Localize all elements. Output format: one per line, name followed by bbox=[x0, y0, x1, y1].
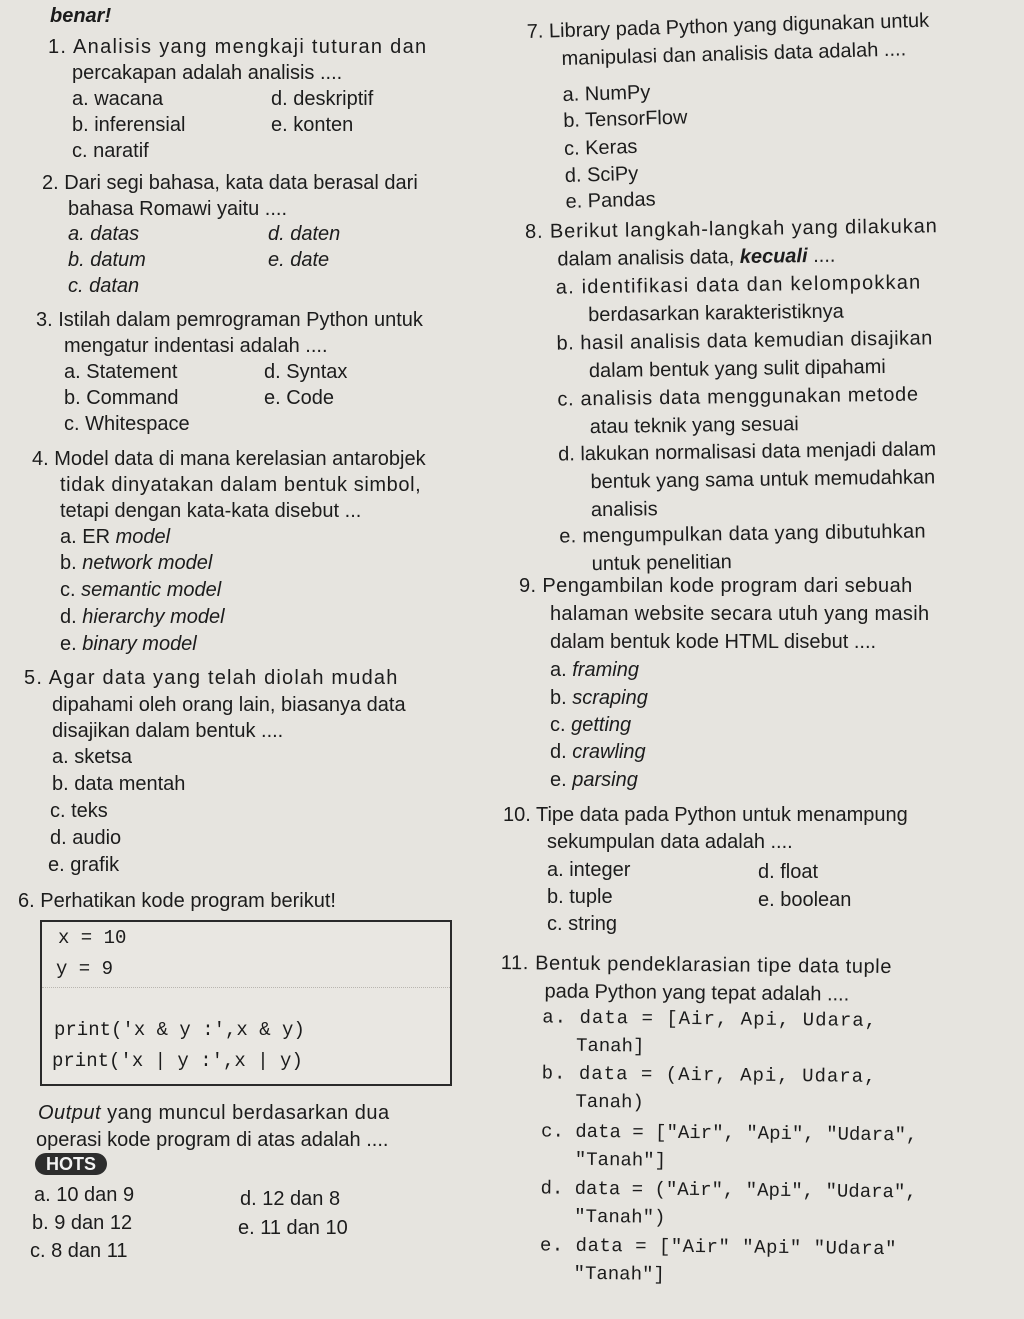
hots-badge: HOTS bbox=[35, 1153, 107, 1175]
q11-option-e-line2[interactable]: "Tanah"] bbox=[573, 1262, 665, 1286]
q5-stem-line3: disajikan dalam bentuk .... bbox=[52, 720, 284, 742]
q11-option-b-line1[interactable]: b. data = (Air, Api, Udara, bbox=[541, 1062, 877, 1088]
q8-option-c-line1[interactable]: c. analisis data menggunakan metode bbox=[557, 383, 919, 411]
q6-after-line1: Output yang muncul berdasarkan dua bbox=[38, 1102, 390, 1124]
q2-option-d[interactable]: d. daten bbox=[268, 223, 341, 245]
q1-stem-line2: percakapan adalah analisis .... bbox=[72, 62, 343, 84]
q11-option-c-line1[interactable]: c. data = ["Air", "Api", "Udara", bbox=[540, 1120, 918, 1147]
q2-option-c[interactable]: c. datan bbox=[68, 275, 140, 297]
q10-stem-line1: 10. Tipe data pada Python untuk menampung bbox=[503, 804, 908, 826]
q6-option-c[interactable]: c. 8 dan 11 bbox=[30, 1240, 128, 1262]
q4-option-d[interactable]: d. hierarchy model bbox=[60, 606, 225, 628]
q6-after-line2: operasi kode program di atas adalah .... bbox=[36, 1129, 389, 1151]
q10-stem-line2: sekumpulan data adalah .... bbox=[547, 831, 793, 853]
q1-option-b[interactable]: b. inferensial bbox=[72, 114, 186, 136]
q6-option-e[interactable]: e. 11 dan 10 bbox=[238, 1217, 348, 1239]
q9-option-d[interactable]: d. crawling bbox=[550, 741, 646, 763]
q9-option-b[interactable]: b. scraping bbox=[550, 687, 648, 709]
q4-option-c[interactable]: c. semantic model bbox=[60, 579, 222, 601]
q6-option-d[interactable]: d. 12 dan 8 bbox=[240, 1188, 341, 1210]
q8-option-a-line2[interactable]: berdasarkan karakteristiknya bbox=[588, 300, 845, 327]
q11-option-a-line1[interactable]: a. data = [Air, Api, Udara, bbox=[542, 1006, 878, 1032]
q11-option-a-line2[interactable]: Tanah] bbox=[575, 1034, 645, 1058]
q4-option-b[interactable]: b. network model bbox=[60, 552, 213, 574]
q3-option-d[interactable]: d. Syntax bbox=[264, 361, 348, 383]
q6-option-b[interactable]: b. 9 dan 12 bbox=[32, 1212, 133, 1234]
q5-option-b[interactable]: b. data mentah bbox=[52, 773, 186, 795]
q10-option-d[interactable]: d. float bbox=[758, 861, 819, 883]
q11-option-d-line2[interactable]: "Tanah") bbox=[574, 1205, 666, 1229]
q4-stem-line2: tidak dinyatakan dalam bentuk simbol, bbox=[60, 474, 422, 496]
q8-option-b-line2[interactable]: dalam bentuk yang sulit dipahami bbox=[588, 355, 886, 383]
q10-option-c[interactable]: c. string bbox=[547, 913, 618, 935]
q9-option-a[interactable]: a. framing bbox=[550, 659, 639, 681]
q11-option-b-line2[interactable]: Tanah) bbox=[575, 1090, 644, 1114]
q11-option-e-line1[interactable]: e. data = ["Air" "Api" "Udara" bbox=[539, 1234, 898, 1261]
q7-option-a[interactable]: a. NumPy bbox=[562, 81, 651, 106]
code-line-1: x = 10 bbox=[58, 927, 127, 949]
q2-stem-line2: bahasa Romawi yaitu .... bbox=[68, 198, 287, 220]
q8-option-d-line1[interactable]: d. lakukan normalisasi data menjadi dalam bbox=[557, 438, 937, 466]
header-text: benar! bbox=[50, 5, 112, 27]
question-11 bbox=[491, 0, 1024, 1319]
q8-option-d-line2[interactable]: bentuk yang sama untuk memudahkan bbox=[590, 466, 936, 494]
q9-stem-line1: 9. Pengambilan kode program dari sebuah bbox=[519, 575, 913, 597]
q7-option-e[interactable]: e. Pandas bbox=[565, 188, 656, 213]
q2-stem-line1: 2. Dari segi bahasa, kata data berasal dari bbox=[42, 172, 418, 194]
q3-stem-line2: mengatur indentasi adalah .... bbox=[64, 335, 328, 357]
q4-option-e[interactable]: e. binary model bbox=[60, 633, 197, 655]
q9-stem-line2: halaman website secara utuh yang masih bbox=[550, 603, 930, 625]
q2-option-b[interactable]: b. datum bbox=[68, 249, 146, 271]
code-separator bbox=[42, 987, 450, 988]
q3-option-e[interactable]: e. Code bbox=[264, 387, 335, 409]
q1-option-d[interactable]: d. deskriptif bbox=[271, 88, 374, 110]
q8-option-c-line2[interactable]: atau teknik yang sesuai bbox=[589, 413, 799, 439]
q5-stem-line2: dipahami oleh orang lain, biasanya data bbox=[52, 694, 406, 716]
q10-option-e[interactable]: e. boolean bbox=[758, 889, 852, 911]
q9-stem-line3: dalam bentuk kode HTML disebut .... bbox=[550, 631, 877, 653]
q1-option-a[interactable]: a. wacana bbox=[72, 88, 164, 110]
q7-stem-line2: manipulasi dan analisis data adalah .... bbox=[561, 38, 907, 70]
q7-option-c[interactable]: c. Keras bbox=[563, 135, 638, 160]
q3-option-b[interactable]: b. Command bbox=[64, 387, 179, 409]
code-line-4: print('x | y :',x | y) bbox=[52, 1050, 303, 1072]
q2-option-a[interactable]: a. datas bbox=[68, 223, 140, 245]
q7-option-b[interactable]: b. TensorFlow bbox=[562, 106, 688, 132]
q8-option-b-line1[interactable]: b. hasil analisis data kemudian disajikan bbox=[556, 327, 933, 355]
q4-stem-line3: tetapi dengan kata-kata disebut ... bbox=[60, 500, 362, 522]
q7-stem-line1: 7. Library pada Python yang digunakan untuk bbox=[526, 9, 930, 43]
q11-stem-line2: pada Python yang tepat adalah .... bbox=[544, 980, 850, 1006]
q6-option-a[interactable]: a. 10 dan 9 bbox=[34, 1184, 135, 1206]
q11-option-c-line2[interactable]: "Tanah"] bbox=[574, 1148, 667, 1172]
q8-option-e-line2[interactable]: untuk penelitian bbox=[591, 551, 732, 576]
q5-option-e[interactable]: e. grafik bbox=[48, 854, 120, 876]
q11-option-d-line1[interactable]: d. data = ("Air", "Api", "Udara", bbox=[540, 1177, 917, 1204]
q8-stem-line2: dalam analisis data, kecuali .... bbox=[557, 244, 836, 271]
q8-option-a-line1[interactable]: a. identifikasi data dan kelompokkan bbox=[555, 271, 922, 299]
q3-option-a[interactable]: a. Statement bbox=[64, 361, 178, 383]
q5-option-d[interactable]: d. audio bbox=[50, 827, 122, 849]
q9-option-e[interactable]: e. parsing bbox=[550, 769, 638, 791]
q10-option-a[interactable]: a. integer bbox=[547, 859, 631, 881]
q5-option-a[interactable]: a. sketsa bbox=[52, 746, 133, 768]
q8-option-e-line1[interactable]: e. mengumpulkan data yang dibutuhkan bbox=[559, 520, 927, 548]
q7-option-d[interactable]: d. SciPy bbox=[564, 162, 639, 187]
q5-option-c[interactable]: c. teks bbox=[50, 800, 108, 822]
q5-stem-line1: 5. Agar data yang telah diolah mudah bbox=[24, 667, 399, 689]
q1-option-e[interactable]: e. konten bbox=[271, 114, 354, 136]
q10-option-b[interactable]: b. tuple bbox=[547, 886, 613, 908]
q8-stem-line1: 8. Berikut langkah-langkah yang dilakukan bbox=[524, 215, 938, 243]
q11-stem-line1: 11. Bentuk pendeklarasian tipe data tuple bbox=[500, 951, 893, 979]
q3-option-c[interactable]: c. Whitespace bbox=[64, 413, 190, 435]
q2-option-e[interactable]: e. date bbox=[268, 249, 330, 271]
q1-option-c[interactable]: c. naratif bbox=[72, 140, 149, 162]
q6-stem-line1: 6. Perhatikan kode program berikut! bbox=[18, 890, 336, 912]
q9-option-c[interactable]: c. getting bbox=[550, 714, 632, 736]
q1-stem-line1: 1. Analisis yang mengkaji tuturan dan bbox=[48, 36, 428, 58]
q8-option-d-line3[interactable]: analisis bbox=[590, 498, 658, 522]
q4-stem-line1: 4. Model data di mana kerelasian antarobjek bbox=[32, 448, 426, 470]
code-line-3: print('x & y :',x & y) bbox=[54, 1019, 305, 1041]
code-line-2: y = 9 bbox=[56, 958, 114, 980]
q3-stem-line1: 3. Istilah dalam pemrograman Python untuk bbox=[36, 309, 423, 331]
q4-option-a[interactable]: a. ER model bbox=[60, 526, 171, 548]
